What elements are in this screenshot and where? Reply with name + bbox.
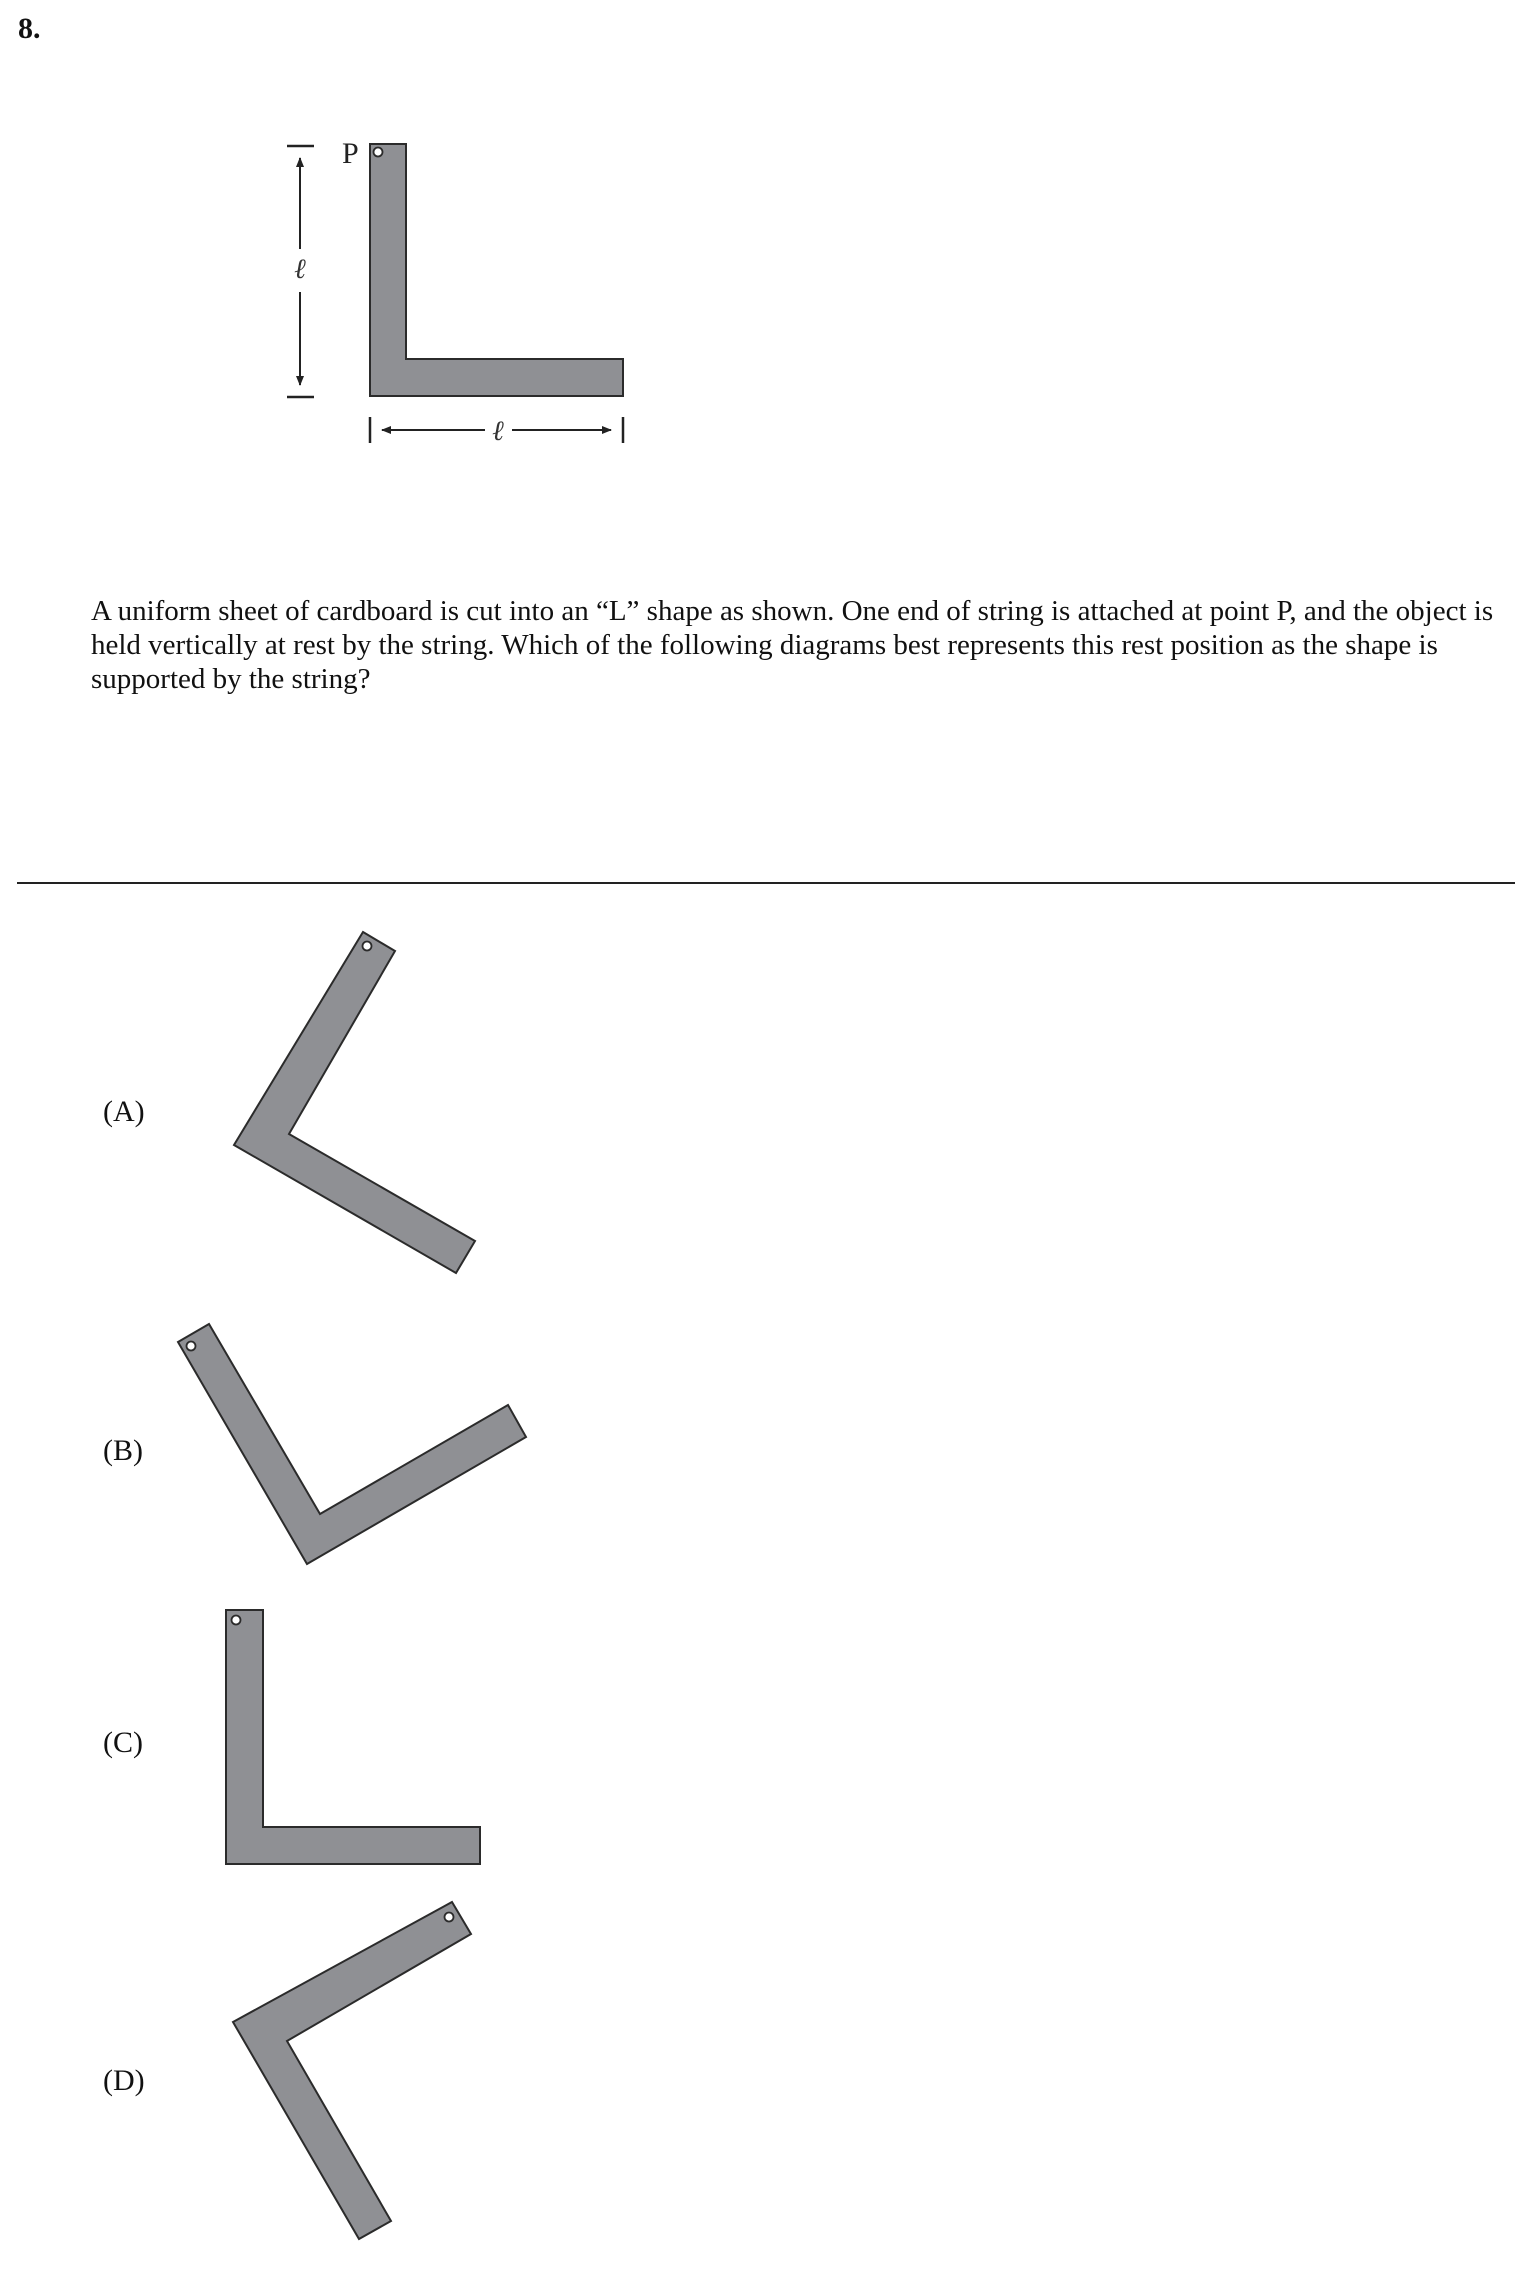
choice-b-l-shape	[178, 1324, 526, 1564]
vertical-dimension-label: ℓ	[294, 254, 306, 285]
choice-b-label[interactable]: (B)	[103, 1434, 143, 1467]
choice-a-figure[interactable]	[234, 932, 475, 1273]
question-text: A uniform sheet of cardboard is cut into an “L” shape as shown. One end of string is attached at point P, and the object is held vertically at rest by the string. Which of the following diagrams best represents this rest position as the shape is supported by the string?	[91, 595, 1494, 695]
horizontal-dimension-label: ℓ	[492, 416, 504, 447]
choice-c-l-shape	[226, 1610, 480, 1864]
choice-a-label[interactable]: (A)	[103, 1095, 145, 1128]
choice-d-l-shape	[233, 1902, 471, 2239]
choice-b-hole	[187, 1342, 196, 1351]
choice-b-figure[interactable]	[178, 1324, 526, 1564]
choice-a-l-shape	[234, 932, 475, 1273]
choice-a-hole	[363, 942, 372, 951]
choice-c-label[interactable]: (C)	[103, 1726, 143, 1759]
choice-d-label[interactable]: (D)	[103, 2064, 145, 2097]
question-number: 8.	[18, 12, 41, 45]
choice-c-figure[interactable]	[226, 1610, 480, 1864]
choice-d-figure[interactable]	[233, 1902, 471, 2239]
point-p-label: P	[342, 137, 359, 170]
choice-c-hole	[232, 1616, 241, 1625]
choice-d-hole	[445, 1913, 454, 1922]
